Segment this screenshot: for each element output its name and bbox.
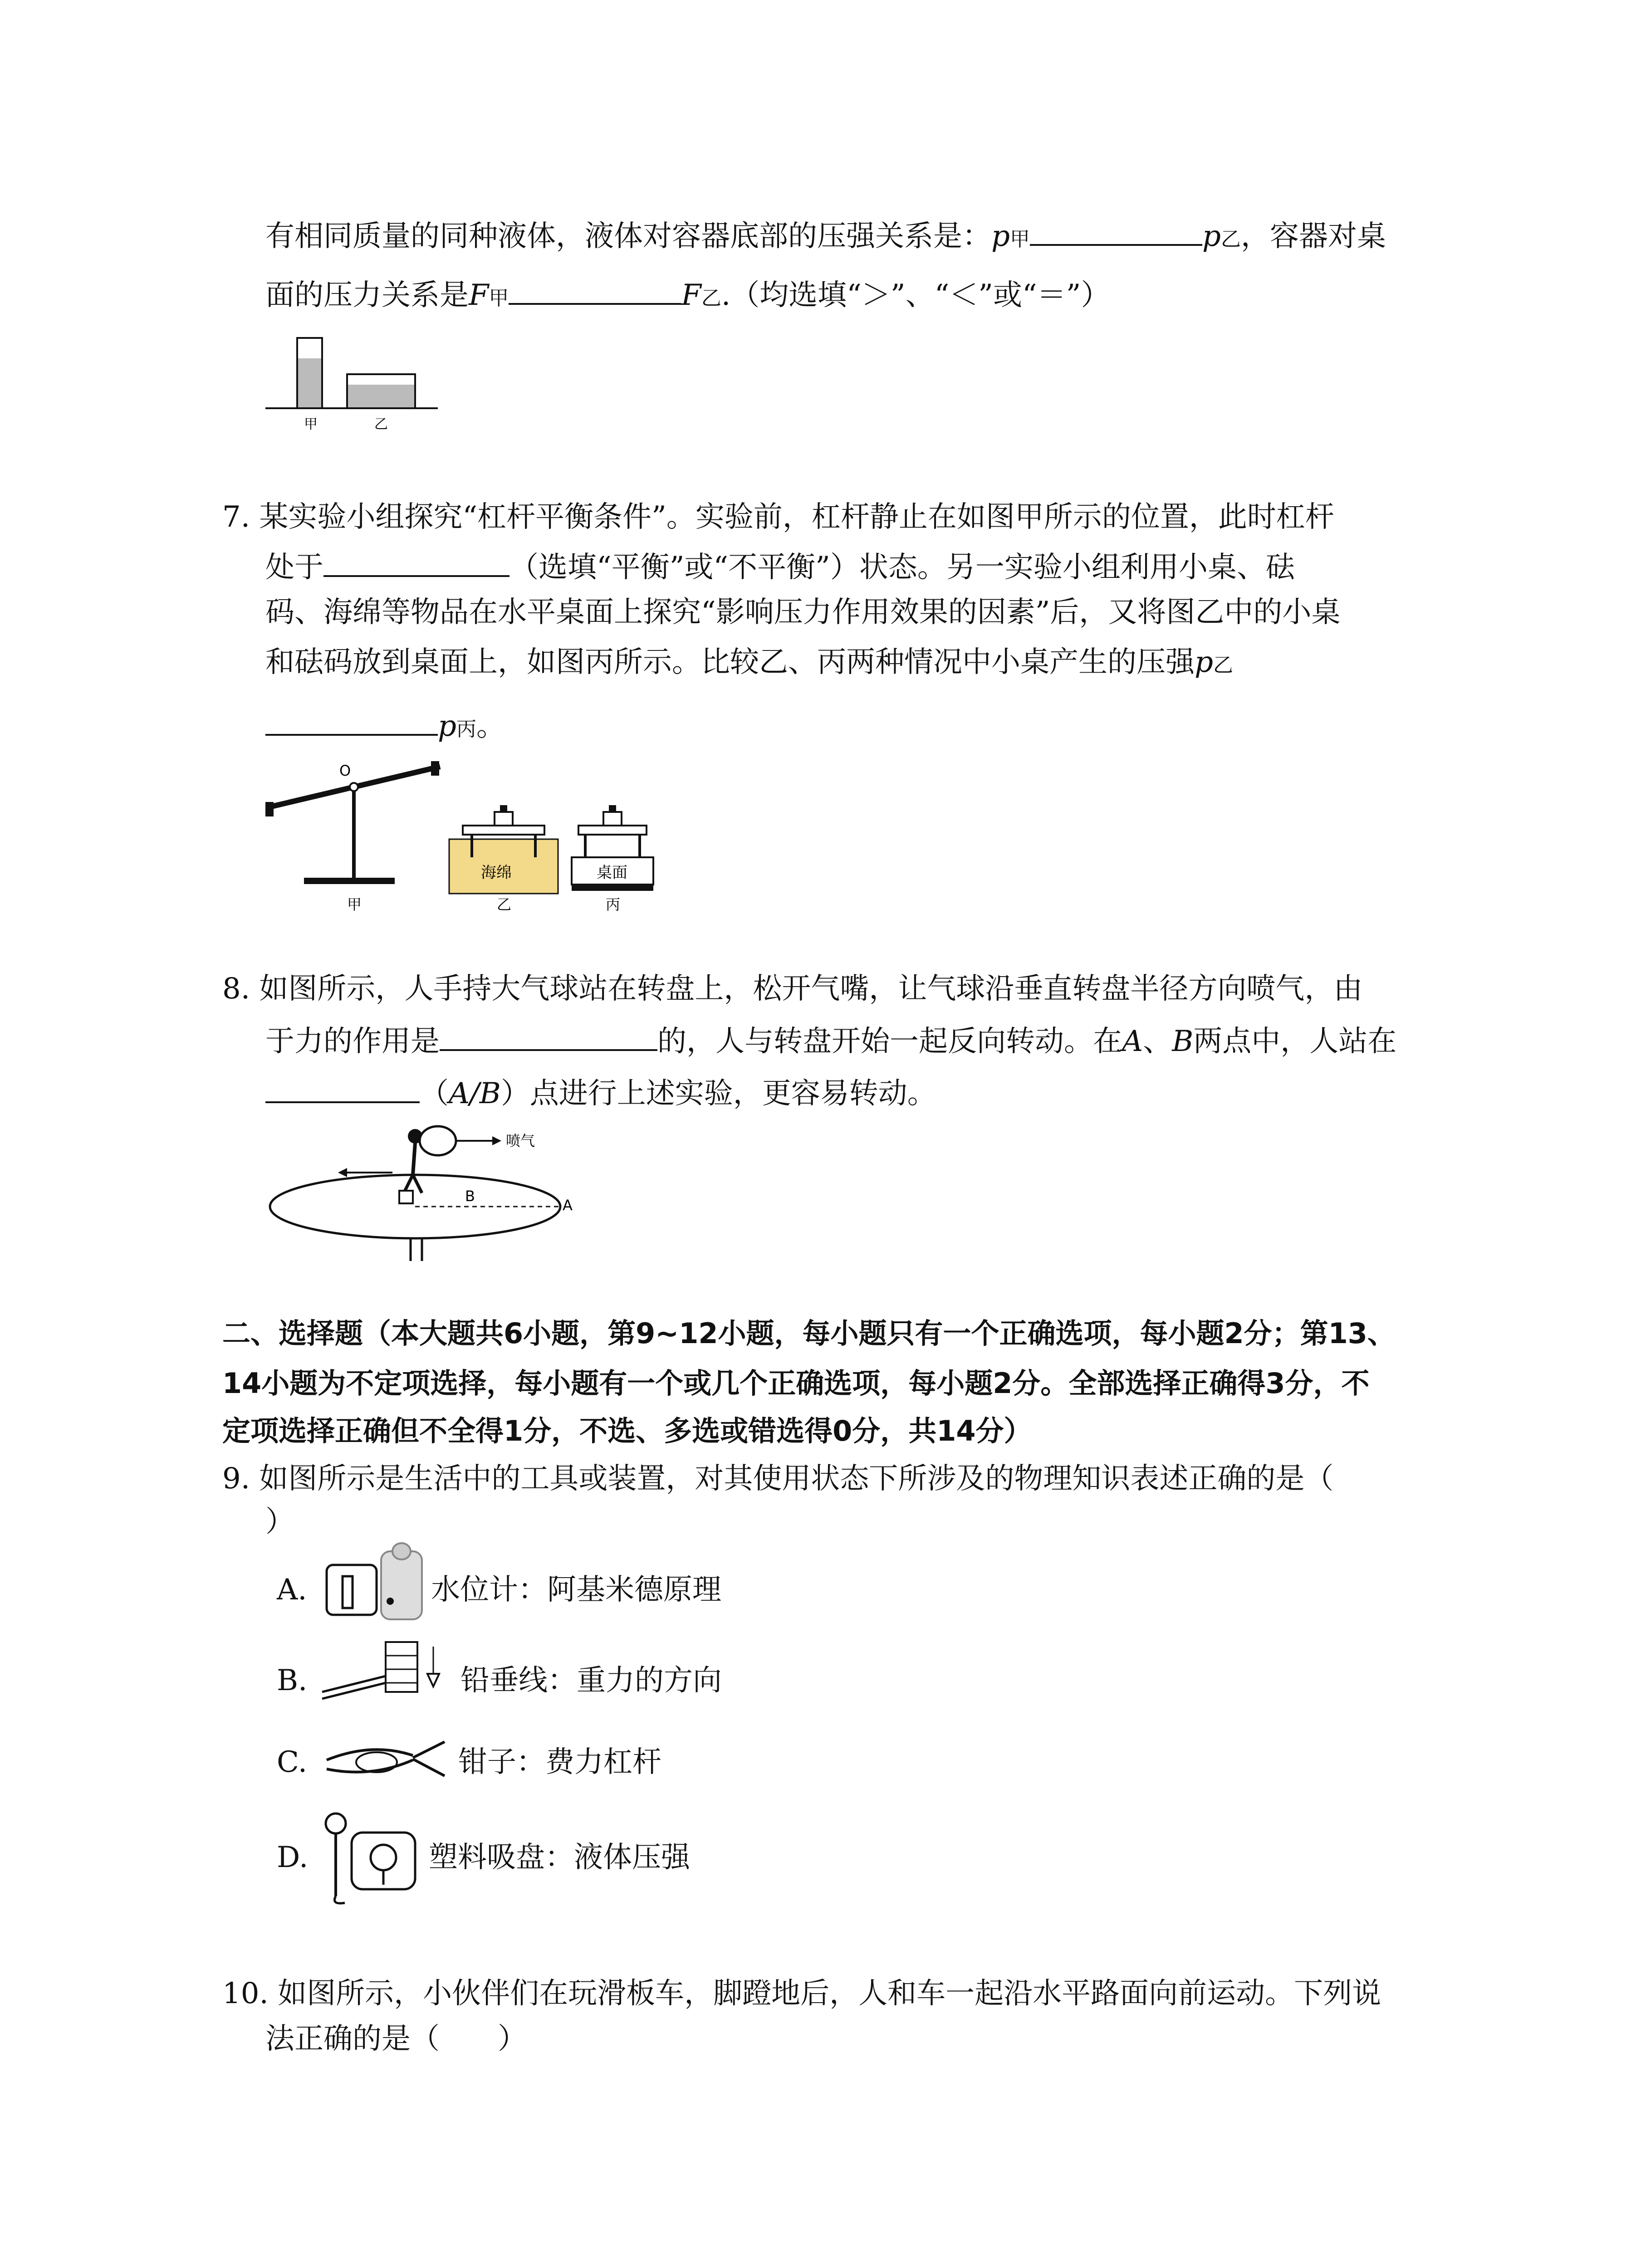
q10-number: 10. <box>222 1977 269 2010</box>
q6-line-1: 有相同质量的同种液体，液体对容器底部的压强关系是：p甲 p乙，容器对桌 <box>265 218 1386 258</box>
q7-number: 7. <box>222 500 250 534</box>
q6-line-2: 面的压力关系是F甲 F乙.（均选填“＞”、“＜”或“＝”） <box>265 277 1110 317</box>
desk-label: 桌面 <box>597 864 627 882</box>
fig-label-jia: 甲 <box>304 416 318 432</box>
answer-blank[interactable] <box>265 1075 420 1103</box>
option-d-letter[interactable]: D. <box>277 1841 309 1874</box>
q9-number: 9. <box>222 1462 250 1496</box>
q8-figure-turntable <box>265 1120 583 1270</box>
fig-label-bing: 丙 <box>606 896 621 913</box>
suction-cup-icon <box>318 1805 422 1910</box>
option-c-text[interactable]: 钳子：费力杠杆 <box>458 1745 661 1779</box>
option-b-letter[interactable]: B. <box>277 1664 308 1697</box>
section-2-header-line-1: 二、选择题（本大题共6小题，第9~12小题，每小题只有一个正确选项，每小题2分；第13、 <box>222 1317 1396 1350</box>
q10-line-2: 法正确的是（ ） <box>265 2022 527 2056</box>
fig-label-yi: 乙 <box>497 896 512 913</box>
q7-line-3: 码、海绵等物品在水平桌面上探究“影响压力作用效果的因素”后，又将图乙中的小桌 <box>265 596 1341 629</box>
q10-line-1: 10. 如图所示，小伙伴们在玩滑板车，脚蹬地后，人和车一起沿水平路面向前运动。下列说 <box>222 1977 1381 2010</box>
section-2-header-line-3: 定项选择正确但不全得1分，不选、多选或错选得0分，共14分） <box>222 1414 1032 1447</box>
q8-line-2: 于力的作用是 的，人与转盘开始一起反向转动。在A、B两点中，人站在 <box>265 1023 1396 1060</box>
q9-line-2: ） <box>265 1505 294 1539</box>
water-level-gauge-icon <box>322 1538 436 1624</box>
point-b-label: B <box>465 1188 475 1205</box>
q7-line-4: 和砝码放到桌面上，如图丙所示。比较乙、丙两种情况中小桌产生的压强p乙 <box>265 645 1233 679</box>
q7-figure-lever-and-table <box>259 748 667 921</box>
q8-number: 8. <box>222 972 250 1006</box>
q8-line-3: （A/B）点进行上述实验，更容易转动。 <box>265 1075 936 1112</box>
point-a-label: A <box>563 1197 573 1214</box>
sponge-label: 海绵 <box>481 864 512 882</box>
fig-label-yi: 乙 <box>374 416 388 432</box>
answer-blank[interactable] <box>323 549 509 577</box>
jet-label: 喷气 <box>506 1132 535 1149</box>
option-a-letter[interactable]: A. <box>277 1573 307 1607</box>
q9-line-1: 9. 如图所示是生活中的工具或装置，对其使用状态下所涉及的物理知识表述正确的是（ <box>222 1462 1334 1496</box>
answer-blank[interactable] <box>1030 218 1202 246</box>
q7-line-2: 处于 （选填“平衡”或“不平衡”）状态。另一实验小组利用小桌、砝 <box>265 549 1295 586</box>
option-a-text[interactable]: 水位计：阿基米德原理 <box>431 1573 721 1607</box>
q7-line-5: p丙。 <box>265 708 505 748</box>
answer-blank[interactable] <box>440 1023 657 1051</box>
option-b-text[interactable]: 铅垂线：重力的方向 <box>460 1664 722 1697</box>
section-2-header-line-2: 14小题为不定项选择，每小题有一个或几个正确选项，每小题2分。全部选择正确得3分，不 <box>222 1367 1370 1400</box>
option-d-text[interactable]: 塑料吸盘：液体压强 <box>429 1841 690 1874</box>
q7-line-1: 7. 某实验小组探究“杠杆平衡条件”。实验前，杠杆静止在如图甲所示的位置，此时杠杆 <box>222 500 1334 534</box>
q6-figure-containers <box>265 331 438 435</box>
option-c-letter[interactable]: C. <box>277 1745 308 1779</box>
page-number <box>796 2263 841 2268</box>
pivot-label: O <box>339 762 351 779</box>
pliers-icon <box>318 1724 454 1787</box>
fig-label-jia: 甲 <box>347 896 362 913</box>
answer-blank[interactable] <box>509 277 681 305</box>
plumb-line-icon <box>318 1637 449 1706</box>
q8-line-1: 8. 如图所示，人手持大气球站在转盘上，松开气嘴，让气球沿垂直转盘半径方向喷气，由 <box>222 972 1363 1006</box>
answer-blank[interactable] <box>265 708 438 736</box>
